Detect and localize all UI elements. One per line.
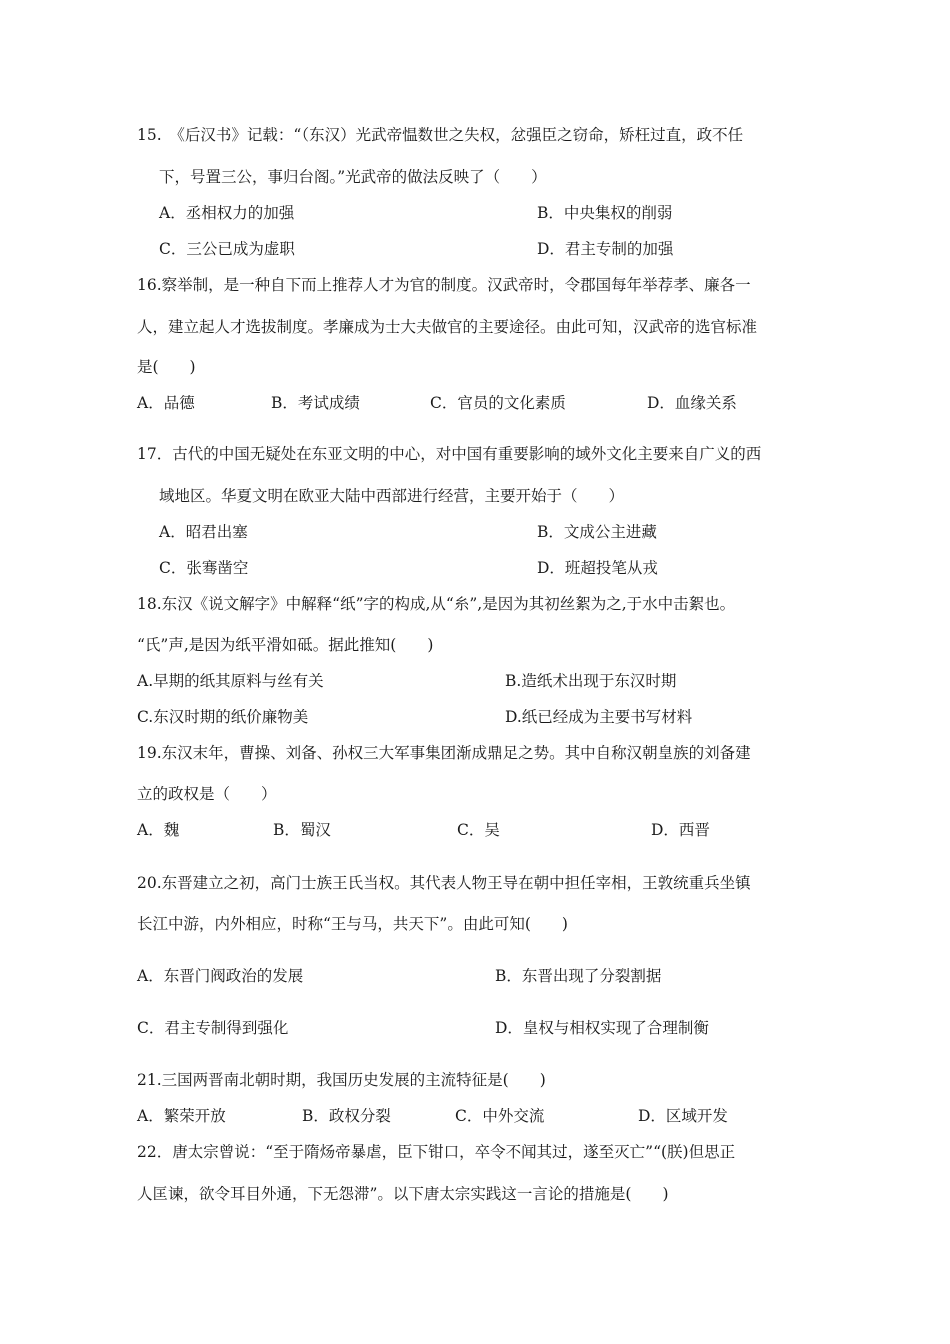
question-19-option-a[interactable]: A．魏	[137, 821, 180, 839]
question-22-line-1: 22．唐太宗曾说：“至于隋炀帝暴虐，臣下钳口，卒令不闻其过，遂至灭亡”“(朕)但思正	[137, 1143, 736, 1161]
question-20-option-a[interactable]: A．东晋门阀政治的发展	[137, 967, 304, 985]
question-19-option-b[interactable]: B．蜀汉	[273, 821, 331, 839]
question-17-option-a[interactable]: A．昭君出塞	[159, 523, 248, 541]
question-21-option-c[interactable]: C．中外交流	[455, 1107, 545, 1125]
question-17-option-c[interactable]: C．张骞凿空	[159, 559, 249, 577]
question-16-line-1: 16.察举制，是一种自下而上推荐人才为官的制度。汉武帝时，令郡国每年举荐孝、廉各一	[137, 276, 751, 294]
question-17-line-1: 17．古代的中国无疑处在东亚文明的中心，对中国有重要影响的域外文化主要来自广义的西	[137, 445, 762, 463]
question-21-option-b[interactable]: B．政权分裂	[302, 1107, 391, 1125]
question-22-line-2: 人匡谏，欲令耳目外通，下无怨滞”。以下唐太宗实践这一言论的措施是( )	[137, 1185, 669, 1203]
question-15-line-2: 下，号置三公，事归台阁。”光武帝的做法反映了（ ）	[159, 168, 547, 186]
question-16-line-3: 是( )	[137, 358, 196, 376]
question-20-line-2: 长江中游，内外相应，时称“王与马，共天下”。由此可知( )	[137, 915, 568, 933]
question-19-option-c[interactable]: C．吴	[457, 821, 500, 839]
question-15-option-d[interactable]: D．君主专制的加强	[537, 240, 674, 258]
question-18-line-2: “氏”声,是因为纸平滑如砥。据此推知( )	[137, 636, 434, 654]
question-19-option-d[interactable]: D．西晋	[651, 821, 710, 839]
question-15-option-c[interactable]: C．三公已成为虚职	[159, 240, 295, 258]
question-20-option-c[interactable]: C．君主专制得到强化	[137, 1019, 289, 1037]
question-20-option-d[interactable]: D．皇权与相权实现了合理制衡	[495, 1019, 709, 1037]
question-18-option-a[interactable]: A.早期的纸其原料与丝有关	[137, 672, 324, 690]
question-17-option-d[interactable]: D．班超投笔从戎	[537, 559, 658, 577]
question-17-option-b[interactable]: B．文成公主进藏	[537, 523, 657, 541]
question-16-option-d[interactable]: D．血缘关系	[647, 394, 737, 412]
question-21-line-1: 21.三国两晋南北朝时期，我国历史发展的主流特征是( )	[137, 1071, 546, 1089]
question-21-option-d[interactable]: D．区域开发	[638, 1107, 728, 1125]
question-18-option-c[interactable]: C.东汉时期的纸价廉物美	[137, 708, 309, 726]
question-15-option-a[interactable]: A．丞相权力的加强	[159, 204, 295, 222]
question-16-line-2: 人，建立起人才选拔制度。孝廉成为士大夫做官的主要途径。由此可知，汉武帝的选官标准	[137, 318, 758, 336]
question-18-line-1: 18.东汉《说文解字》中解释“纸”字的构成,从“糸”,是因为其初丝絮为之,于水中击絮也。	[137, 595, 736, 613]
question-20-line-1: 20.东晋建立之初，高门士族王氏当权。其代表人物王导在朝中担任宰相，王敦统重兵坐镇	[137, 874, 751, 892]
question-20-option-b[interactable]: B．东晋出现了分裂割据	[495, 967, 662, 985]
question-19-line-2: 立的政权是（ ）	[137, 785, 277, 803]
question-16-option-b[interactable]: B．考试成绩	[271, 394, 360, 412]
question-17-line-2: 域地区。华夏文明在欧亚大陆中西部进行经营，主要开始于（ ）	[159, 487, 625, 505]
question-16-option-a[interactable]: A．品德	[137, 394, 195, 412]
question-16-option-c[interactable]: C．官员的文化素质	[430, 394, 566, 412]
question-15-line-1: 15. 《后汉书》记载：“（东汉）光武帝愠数世之失权，忿强臣之窃命，矫枉过直，政不任	[137, 126, 744, 144]
question-19-line-1: 19.东汉末年，曹操、刘备、孙权三大军事集团渐成鼎足之势。其中自称汉朝皇族的刘备建	[137, 744, 751, 762]
question-18-option-d[interactable]: D.纸已经成为主要书写材料	[505, 708, 693, 726]
question-18-option-b[interactable]: B.造纸术出现于东汉时期	[505, 672, 677, 690]
question-15-option-b[interactable]: B．中央集权的削弱	[537, 204, 673, 222]
question-21-option-a[interactable]: A．繁荣开放	[137, 1107, 226, 1125]
